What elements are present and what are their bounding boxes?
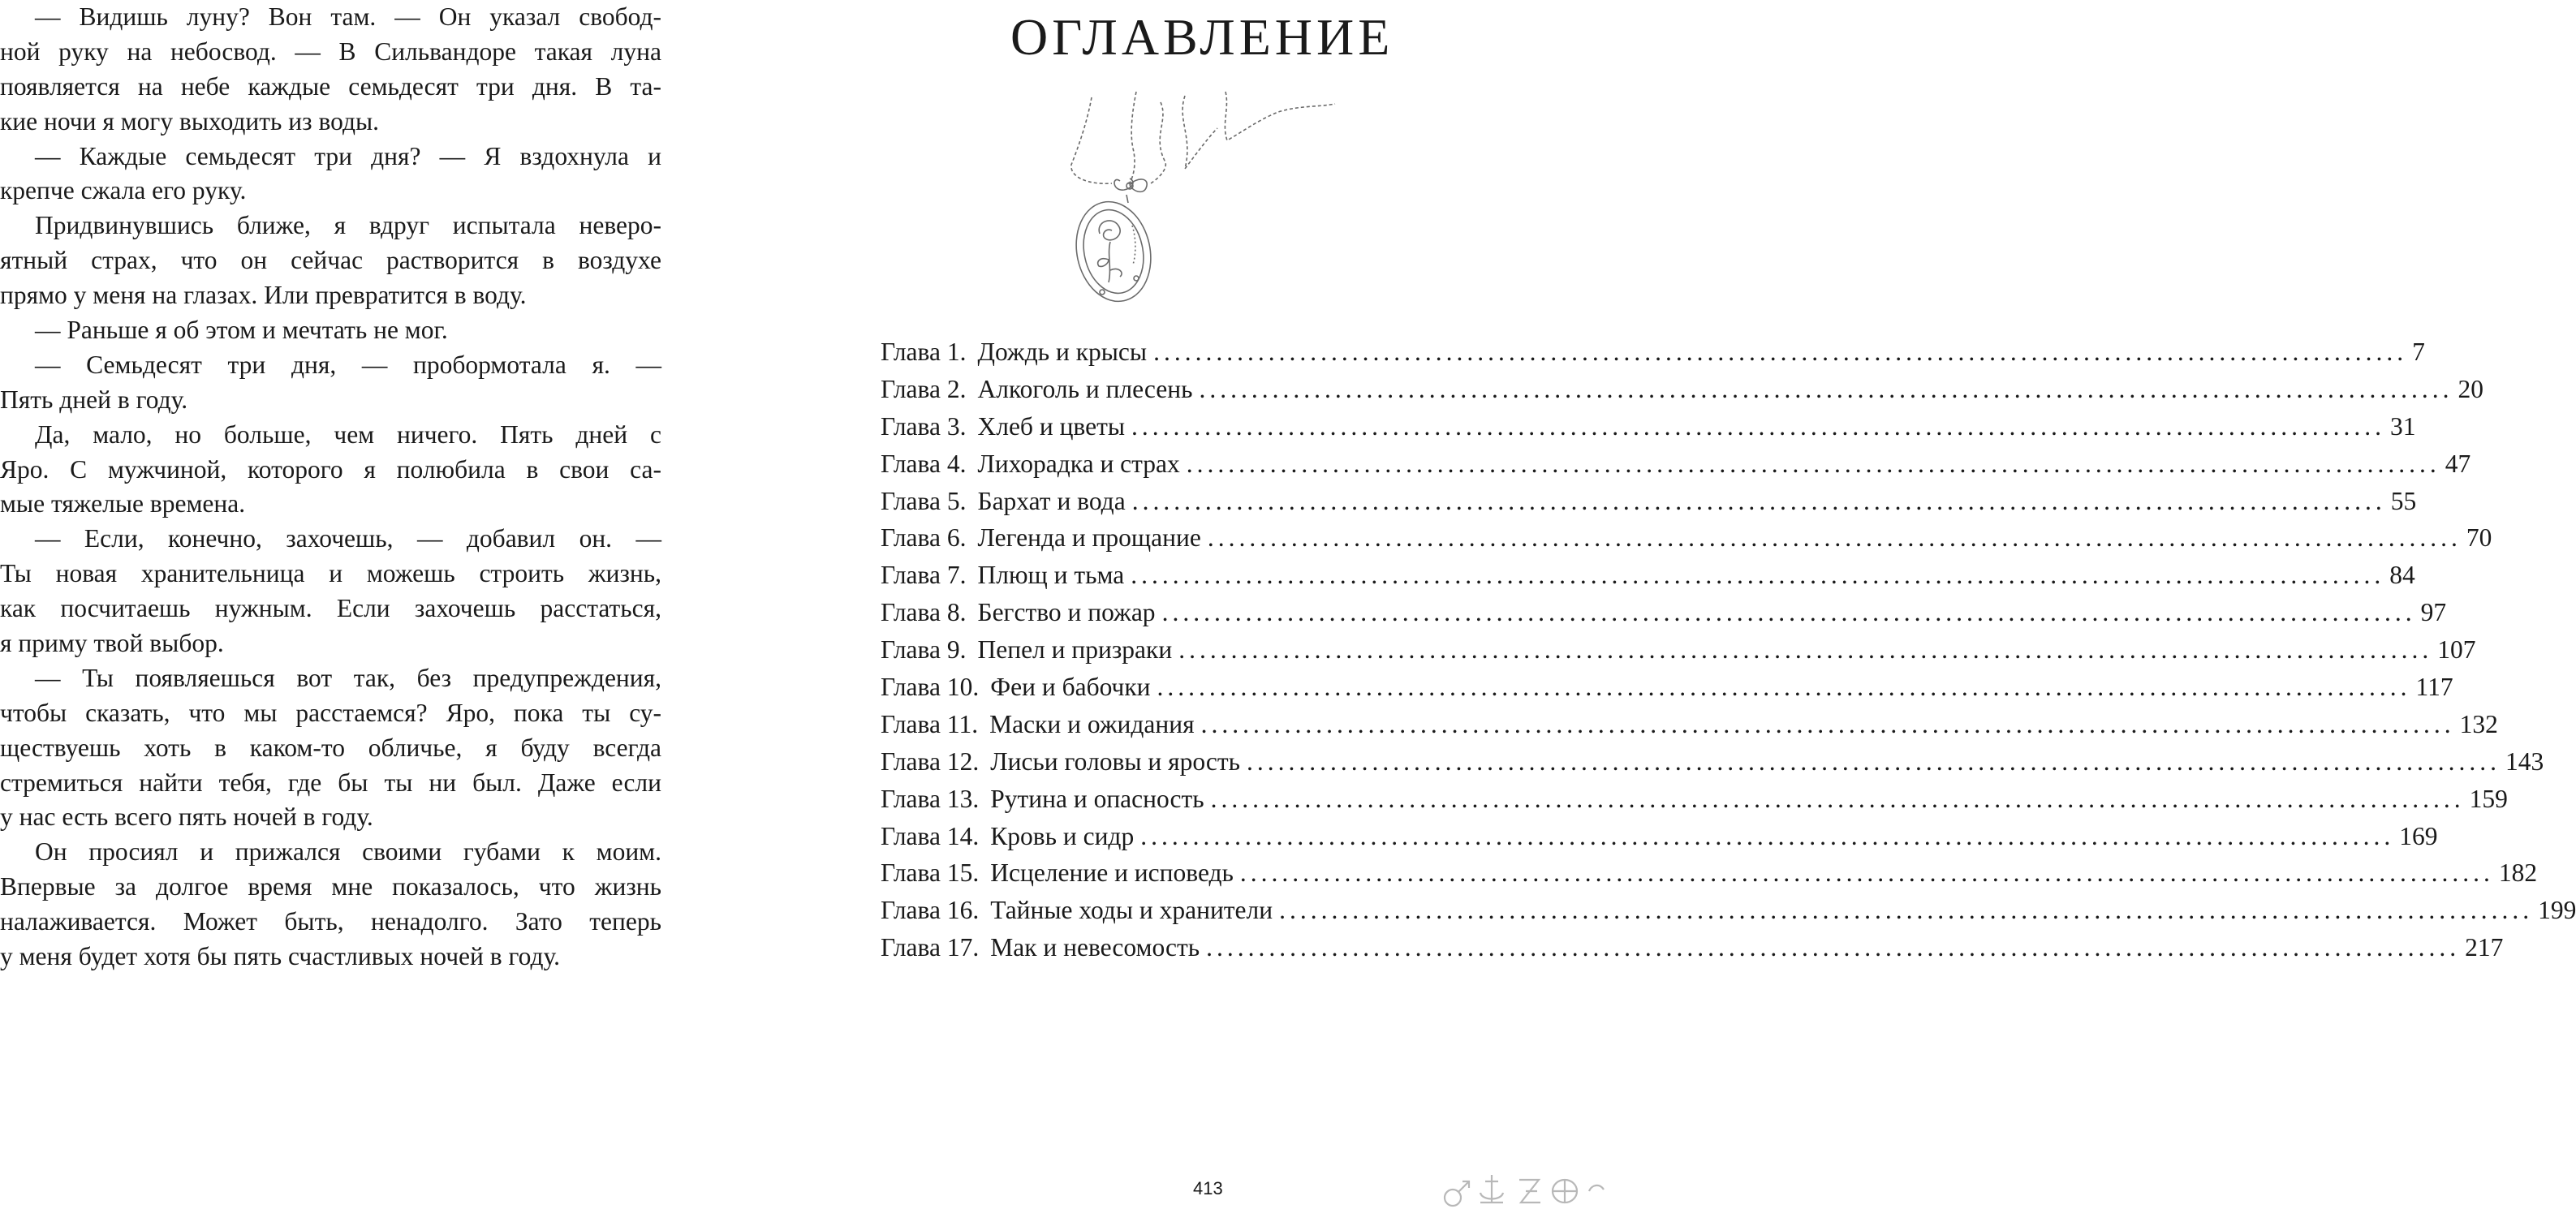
toc-page-number: 84 [2389,561,2415,590]
text-line: ной руку на небосвод. — В Сильвандоре такая луна [0,37,661,66]
text-line: — Если, конечно, захочешь, — добавил он. — [35,524,661,553]
locket-pendant-icon [1055,88,1347,292]
toc-dot-leader: ........................................................................................................................ [1200,709,2455,738]
text-line: крепче сжала его руку. [0,176,247,205]
text-line: Пять дней в году. [0,385,188,414]
text-line: — Раньше я об этом и мечтать не мог. [35,316,448,345]
text-line: — Ты появляешься вот так, без предупреждения, [35,663,661,692]
toc-dot-leader: ........................................................................................................................ [1131,411,2386,441]
table-of-contents [881,333,2576,966]
text-line: как посчитаешь нужным. Если захочешь расстаться, [0,594,661,623]
toc-chapter-title: Кровь и сидр [990,821,1135,850]
toc-chapter-number: Глава 15. [881,858,980,888]
toc-chapter-number: Глава 12. [881,746,980,776]
toc-entry[interactable] [881,557,2415,594]
toc-dot-leader: ........................................................................................................................ [1206,933,2461,962]
text-line: — Семьдесят три дня, — пробормотала я. — [35,350,661,379]
toc-chapter-number: Глава 17. [881,933,980,962]
toc-dot-leader: ........................................................................................................................ [1239,858,2494,888]
toc-chapter-number: Глава 8. [881,598,967,627]
text-line: ществуешь хоть в каком-то обличье, я буду всегда [0,733,661,762]
toc-page-number: 169 [2399,821,2438,850]
toc-dot-leader: ........................................................................................................................ [1199,374,2453,403]
toc-dot-leader: ........................................................................................................................ [1178,635,2433,665]
toc-page-number: 70 [2466,523,2492,553]
toc-dot-leader: ........................................................................................................................ [1207,523,2462,553]
toc-chapter-title: Лисьи головы и ярость [990,746,1241,776]
toc-page-number: 47 [2445,449,2471,478]
text-line: — Каждые семьдесят три дня? — Я вздохнула и [35,141,661,170]
text-line: Яро. С мужчиной, которого я полюбила в свои са- [0,454,661,484]
toc-page-number: 31 [2390,411,2416,441]
toc-chapter-title: Бегство и пожар [977,598,1156,627]
page-number: 413 [1193,1178,1223,1198]
toc-chapter-number: Глава 10. [881,673,980,702]
toc-chapter-number: Глава 3. [881,411,967,441]
text-line: Да, мало, но больше, чем ничего. Пять дней с [35,419,661,449]
toc-entry[interactable] [881,743,2544,781]
toc-page-number: 97 [2420,598,2447,627]
left-page-text [0,0,661,975]
toc-chapter-title: Лихорадка и страх [977,449,1180,478]
toc-chapter-title: Рутина и опасность [990,784,1204,813]
toc-entry[interactable] [881,519,2492,557]
text-line: Он просиял и прижался своими губами к моим. [35,837,661,867]
toc-page-number: 20 [2458,374,2483,403]
toc-chapter-title: Исцеление и исповедь [990,858,1234,888]
text-line: появляется на небе каждые семьдесят три дня. В та- [0,71,661,101]
toc-chapter-number: Глава 14. [881,821,980,850]
toc-dot-leader: ........................................................................................................................ [1153,338,2408,366]
text-line: мые тяжелые времена. [0,489,246,518]
toc-chapter-title: Феи и бабочки [990,673,1151,702]
toc-entry[interactable] [881,333,2425,371]
toc-dot-leader: ........................................................................................................................ [1161,598,2416,627]
text-line: Впервые за долгое время мне показалось, что жизнь [0,872,661,901]
toc-entry[interactable] [881,631,2476,669]
toc-chapter-number: Глава 4. [881,449,967,478]
toc-page-number: 159 [2469,784,2508,813]
toc-entry[interactable] [881,669,2453,706]
toc-chapter-title: Плющ и тьма [977,561,1125,590]
toc-entry[interactable] [881,854,2538,892]
toc-page-number: 55 [2390,486,2417,515]
toc-entry[interactable] [881,706,2498,743]
toc-chapter-title: Дождь и крысы [977,338,1148,366]
toc-chapter-title: Хлеб и цветы [977,411,1126,441]
toc-page-number: 7 [2412,338,2425,366]
toc-dot-leader: ........................................................................................................................ [1247,746,2501,776]
toc-chapter-number: Глава 6. [881,523,967,553]
text-line: у нас есть всего пять ночей в году. [0,802,373,832]
text-line: Ты новая хранительница и можешь строить жизнь, [0,559,661,588]
alchemical-symbols-icon [1441,1168,1623,1209]
toc-dot-leader: ........................................................................................................................ [1131,561,2385,590]
text-line: ятный страх, что он сейчас растворится в воздухе [0,246,661,275]
toc-entry[interactable] [881,371,2483,408]
toc-chapter-number: Глава 5. [881,486,967,515]
text-line: я приму твой выбор. [0,629,224,658]
toc-chapter-title: Алкоголь и плесень [977,374,1193,403]
toc-dot-leader: ........................................................................................................................ [1131,486,2386,515]
toc-entry[interactable] [881,594,2447,631]
toc-entry[interactable] [881,818,2438,855]
toc-entry[interactable] [881,445,2471,483]
text-line: — Видишь луну? Вон там. — Он указал свобод- [35,2,661,31]
toc-title: ОГЛАВЛЕНИЕ [1010,8,1394,66]
toc-page-number: 217 [2465,933,2504,962]
toc-page-number: 132 [2459,709,2498,738]
toc-dot-leader: ........................................................................................................................ [1210,784,2465,813]
toc-dot-leader: ........................................................................................................................ [1279,896,2534,925]
toc-entry[interactable] [881,408,2416,445]
text-line: стремиться найти тебя, где бы ты ни был. Даже если [0,768,661,797]
toc-entry[interactable] [881,929,2504,966]
toc-chapter-title: Тайные ходы и хранители [990,896,1273,925]
toc-chapter-title: Пепел и призраки [977,635,1173,665]
text-line: прямо у меня на глазах. Или превратится в воду. [0,281,527,310]
toc-chapter-number: Глава 16. [881,896,980,925]
toc-entry[interactable] [881,892,2576,929]
text-line: Придвинувшись ближе, я вдруг испытала неверо- [35,211,661,240]
toc-chapter-number: Глава 2. [881,374,967,403]
toc-chapter-title: Маски и ожидания [989,709,1195,738]
toc-chapter-number: Глава 1. [881,338,967,366]
toc-page-number: 143 [2505,746,2544,776]
toc-page-number: 199 [2538,896,2576,925]
toc-dot-leader: ........................................................................................................................ [1186,449,2440,478]
text-line: чтобы сказать, что мы расстаемся? Яро, пока ты су- [0,698,661,727]
toc-chapter-title: Легенда и прощание [977,523,1201,553]
toc-chapter-number: Глава 11. [881,709,979,738]
text-line: кие ночи я могу выходить из воды. [0,106,380,136]
toc-dot-leader: ........................................................................................................................ [1157,673,2411,702]
toc-page-number: 182 [2498,858,2538,888]
toc-entry[interactable] [881,781,2508,818]
toc-chapter-number: Глава 7. [881,561,967,590]
toc-entry[interactable] [881,483,2417,520]
toc-chapter-number: Глава 13. [881,784,980,813]
toc-page-number: 107 [2437,635,2476,665]
toc-chapter-number: Глава 9. [881,635,967,665]
toc-chapter-title: Мак и невесомость [990,933,1200,962]
toc-dot-leader: ........................................................................................................................ [1140,821,2395,850]
toc-page-number: 117 [2415,673,2453,702]
toc-chapter-title: Бархат и вода [977,486,1126,515]
text-line: у меня будет хотя бы пять счастливых ночей в году. [0,942,560,971]
text-line: налаживается. Может быть, ненадолго. Зато теперь [0,907,661,936]
